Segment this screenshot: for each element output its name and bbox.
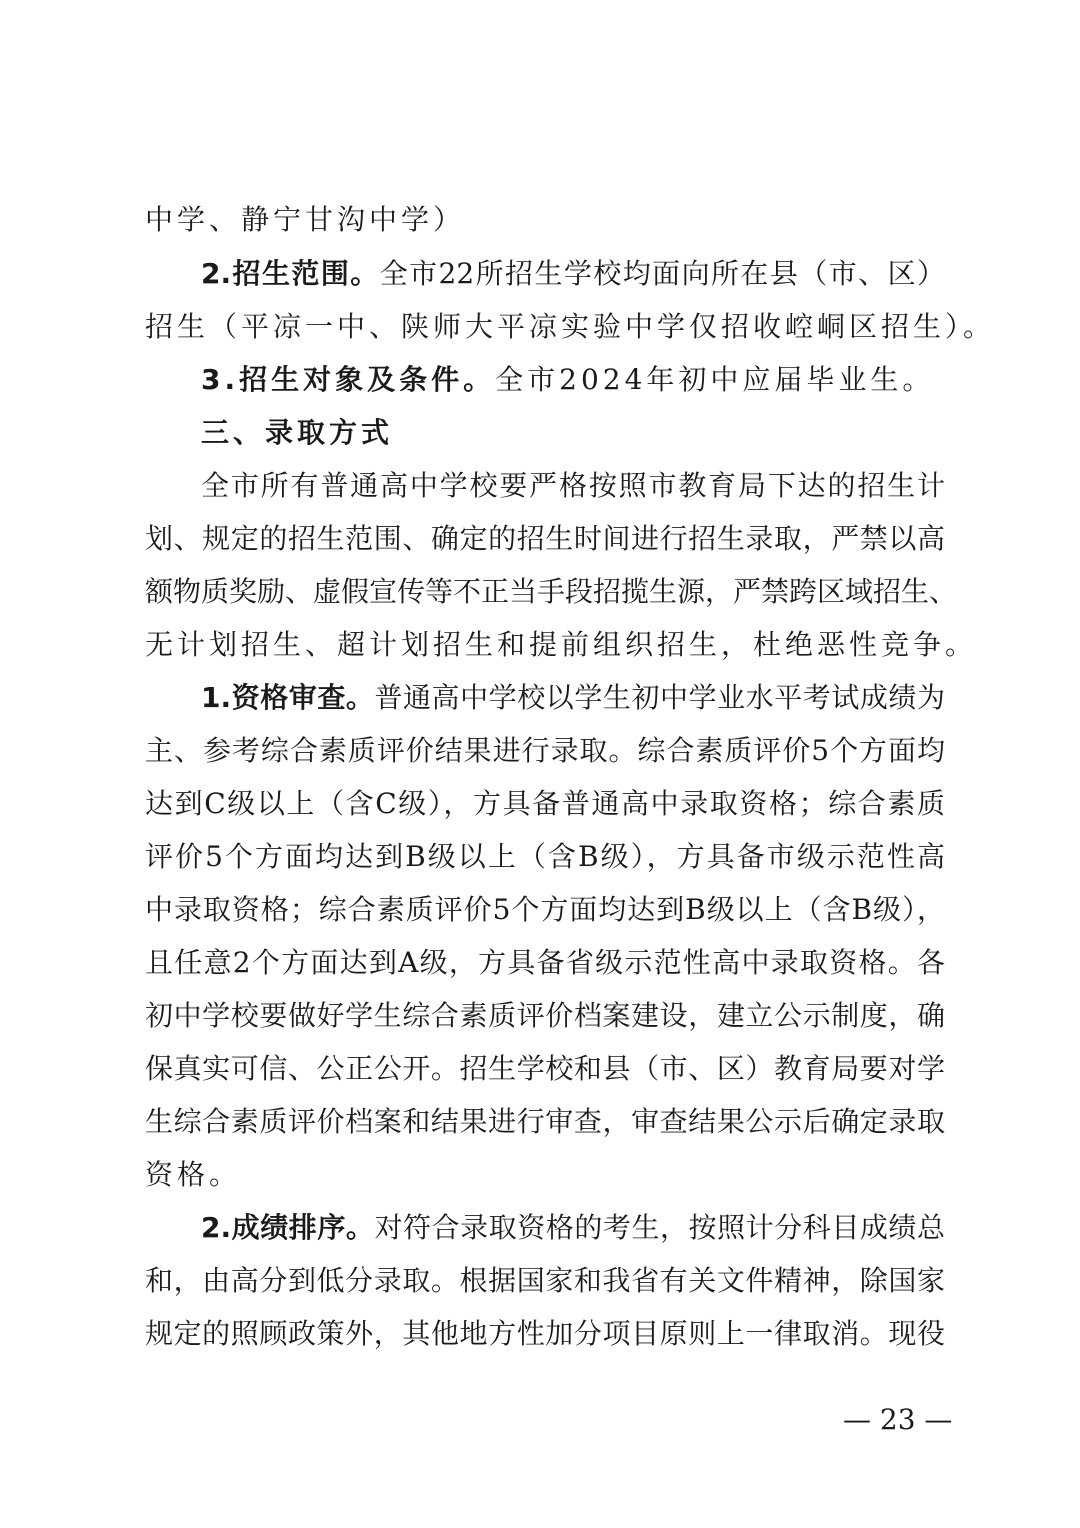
paragraph-line <box>201 1208 945 1248</box>
line-text: 无计划招生、超计划招生和提前组织招生，杜绝恶性竞争。 <box>145 628 978 661</box>
paragraph-line <box>201 678 945 718</box>
paragraph-line <box>145 837 945 877</box>
line-text: 额物质奖励、虚假宣传等不正当手段招揽生源，严禁跨区域招生、 <box>145 575 958 608</box>
paragraph-line <box>145 572 958 612</box>
paragraph-line <box>201 466 945 506</box>
paragraph-line <box>145 625 978 665</box>
page-number: — 23 — <box>843 1403 953 1436</box>
line-text: 主、参考综合素质评价结果进行录取。综合素质评价5个方面均 <box>145 734 945 767</box>
item-heading: 2.招生范围。 <box>201 257 380 290</box>
line-text: 对符合录取资格的考生，按照计分科目成绩总 <box>374 1211 945 1244</box>
paragraph-line <box>145 784 945 824</box>
item-heading: 1.资格审查。 <box>201 681 375 714</box>
line-text: 普通高中学校以学生初中学业水平考试成绩为 <box>374 681 945 714</box>
paragraph-line <box>145 890 945 930</box>
item-heading: 2.成绩排序。 <box>201 1211 375 1244</box>
paragraph-line <box>145 307 996 347</box>
paragraph-line <box>145 519 945 559</box>
line-text: 初中学校要做好学生综合素质评价档案建设，建立公示制度，确 <box>145 999 945 1032</box>
line-text: 规定的照顾政策外，其他地方性加分项目原则上一律取消。现役 <box>145 1317 945 1350</box>
line-text: 评价5个方面均达到B级以上（含B级），方具备市级示范性高 <box>145 840 945 873</box>
line-text: 且任意2个方面达到A级，方具备省级示范性高中录取资格。各 <box>145 946 945 979</box>
line-text: 划、规定的招生范围、确定的招生时间进行招生录取，严禁以高 <box>145 522 945 555</box>
line-text: 全市所有普通高中学校要严格按照市教育局下达的招生计 <box>201 469 945 502</box>
line-text: 资格。 <box>145 1158 242 1191</box>
line-text: 全市22所招生学校均面向所在县（市、区） <box>379 257 945 290</box>
paragraph-line <box>145 200 945 240</box>
paragraph-line <box>145 1261 945 1301</box>
line-text: 全市2024年初中应届毕业生。 <box>495 363 935 396</box>
paragraph-line <box>145 943 945 983</box>
line-text: 中学、静宁甘沟中学） <box>145 203 466 236</box>
section-heading <box>201 413 945 453</box>
paragraph-line <box>145 1155 945 1195</box>
paragraph-line <box>201 254 945 294</box>
line-text: 中录取资格；综合素质评价5个方面均达到B级以上（含B级）， <box>145 893 945 926</box>
paragraph-line <box>201 360 945 400</box>
section-heading-text: 三、录取方式 <box>201 416 394 449</box>
line-text: 和，由高分到低分录取。根据国家和我省有关文件精神，除国家 <box>145 1264 945 1297</box>
line-text: 保真实可信、公正公开。招生学校和县（市、区）教育局要对学 <box>145 1052 945 1085</box>
paragraph-line <box>145 996 945 1036</box>
line-text: 生综合素质评价档案和结果进行审查，审查结果公示后确定录取 <box>145 1105 945 1138</box>
paragraph-line <box>145 731 945 771</box>
item-heading: 3.招生对象及条件。 <box>201 363 496 396</box>
paragraph-line <box>145 1102 945 1142</box>
paragraph-line <box>145 1049 945 1089</box>
line-text: 招生（平凉一中、陕师大平凉实验中学仅招收崆峒区招生）。 <box>145 310 996 343</box>
paragraph-line <box>145 1314 945 1354</box>
line-text: 达到C级以上（含C级），方具备普通高中录取资格；综合素质 <box>145 787 945 820</box>
